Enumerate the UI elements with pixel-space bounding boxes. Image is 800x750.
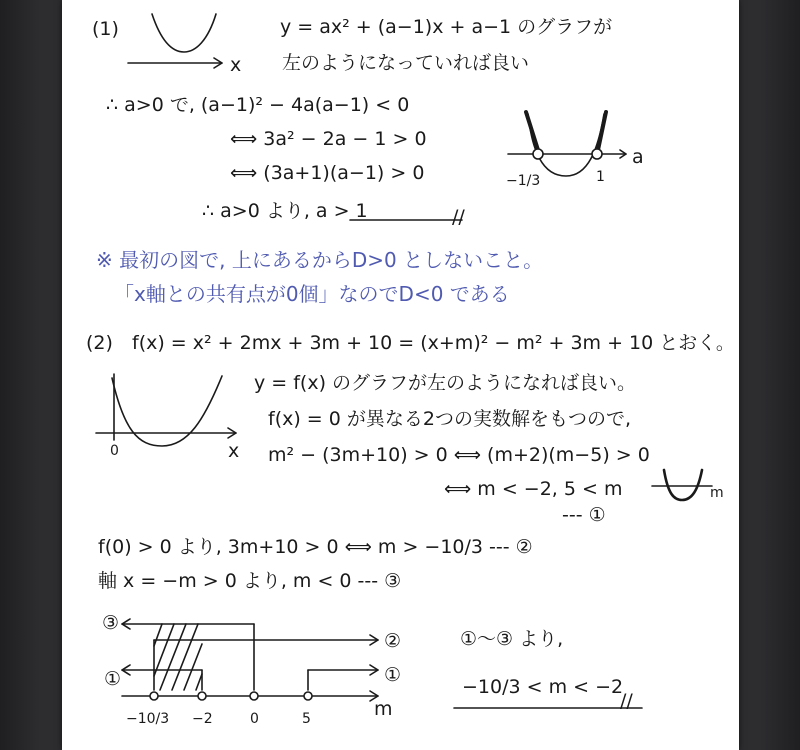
part2-label: (2) bbox=[86, 332, 113, 354]
sketch1-bold-right bbox=[598, 112, 606, 150]
part2-answer: −10/3 < m < −2 bbox=[462, 676, 624, 698]
sketch1-open-left bbox=[533, 149, 543, 159]
sketch1-axis-a: a bbox=[632, 146, 644, 168]
part1-line2: 左のようになっていれば良い bbox=[282, 52, 530, 74]
part1-line1: y = ax² + (a−1)x + a−1 のグラフが bbox=[280, 16, 613, 38]
sketch2-axis-m: m bbox=[710, 485, 724, 501]
part2-line6: 軸 x = −m > 0 より, m < 0 --- ③ bbox=[98, 570, 402, 592]
tick-neg-2: −2 bbox=[192, 711, 213, 727]
note-line2: 「x軸との共有点が0個」なのでD<0 である bbox=[114, 282, 510, 306]
part2-line2: f(x) = 0 が異なる2つの実数解をもつので, bbox=[268, 408, 632, 430]
sketch2-curve bbox=[664, 470, 702, 500]
numberline-axis-m: m bbox=[374, 698, 393, 720]
point-neg-2 bbox=[198, 692, 206, 700]
point-five bbox=[304, 692, 312, 700]
parabola1-curve bbox=[152, 14, 216, 52]
tick-neg-10-3: −10/3 bbox=[126, 711, 170, 727]
part2-line3: m² − (3m+10) > 0 ⟺ (m+2)(m−5) > 0 bbox=[268, 444, 650, 466]
part1-axis-x: x bbox=[230, 54, 242, 76]
solution-hatch bbox=[154, 624, 202, 690]
sketch1-bold-left bbox=[526, 112, 538, 150]
sketch1-curve bbox=[528, 114, 604, 176]
part2-definition: f(x) = x² + 2mx + 3m + 10 = (x+m)² − m² + 3m + 10 とおく。 bbox=[132, 332, 735, 354]
part2-ref1: --- ① bbox=[562, 504, 606, 526]
tick-five: 5 bbox=[302, 711, 311, 727]
numberline-label-1-right: ① bbox=[384, 664, 402, 686]
point-neg-10-3 bbox=[150, 692, 158, 700]
part2-line4: ⟺ m < −2, 5 < m bbox=[444, 478, 623, 500]
sketch1-neg-root: −1/3 bbox=[506, 173, 541, 189]
part1-eq1: ⟺ 3a² − 2a − 1 > 0 bbox=[230, 128, 427, 150]
part1-condition: ∴ a>0 で, (a−1)² − 4a(a−1) < 0 bbox=[106, 94, 410, 116]
sketch1-root-one: 1 bbox=[596, 169, 605, 185]
part2-line1: y = f(x) のグラフが左のようになれば良い。 bbox=[254, 372, 637, 394]
handwritten-page bbox=[62, 0, 739, 750]
sketches-layer bbox=[62, 0, 739, 750]
tick-zero: 0 bbox=[250, 711, 259, 727]
part2-from-text: ①〜③ より, bbox=[460, 628, 564, 650]
part1-eq2: ⟺ (3a+1)(a−1) > 0 bbox=[230, 162, 425, 184]
numberline-label-2: ② bbox=[384, 630, 402, 652]
graph2-origin: 0 bbox=[110, 443, 119, 459]
part2-answer-end: // bbox=[620, 690, 633, 712]
graph2-parabola bbox=[112, 376, 222, 446]
part2-line5: f(0) > 0 より, 3m+10 > 0 ⟺ m > −10/3 --- ② bbox=[98, 536, 533, 558]
graph2-axis-x: x bbox=[228, 440, 240, 462]
point-zero bbox=[250, 692, 258, 700]
part1-end-mark: // bbox=[452, 206, 465, 228]
part1-label: (1) bbox=[92, 18, 119, 40]
numberline-label-3: ③ bbox=[102, 612, 120, 634]
part1-result: ∴ a>0 より, a > 1 bbox=[202, 200, 368, 222]
numberline-label-1-left: ① bbox=[104, 668, 122, 690]
sketch1-open-right bbox=[592, 149, 602, 159]
note-line1: ※ 最初の図で, 上にあるからD>0 としないこと。 bbox=[96, 248, 544, 272]
